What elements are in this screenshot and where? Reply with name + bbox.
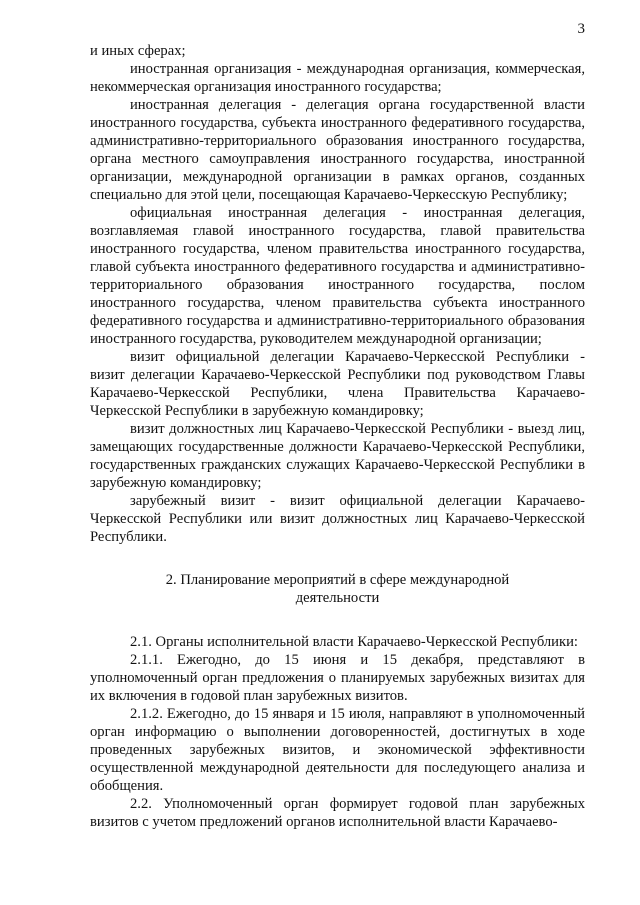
- page-number: 3: [577, 21, 585, 37]
- document-body: [90, 42, 585, 831]
- section-heading: 2. Планирование мероприятий в сфере международной деятельности: [165, 572, 510, 606]
- definition-foreign-visit: зарубежный визит - визит официальной делегации Карачаево-Черкесской Республики или визит должностных лиц Карачаево-Черкесской Республики.: [90, 493, 585, 545]
- definition-official-foreign-delegation: официальная иностранная делегация - иностранная делегация, возглавляемая главой иностранного государства, главой правительства иностранного государства, членом правительства иностранного государства, главой субъекта иностранного федеративного государства и административно-территориального образования иностранного государства, послом иностранного государства, членом правительства субъекта иностранного федеративного государства и административно-территориального образования иностранного государства, руководителем международной организации;: [90, 205, 585, 347]
- definition-official-delegation-visit: визит официальной делегации Карачаево-Черкесской Республики - визит делегации Карачаево-Черкесской Республики под руководством Главы Карачаево-Черкесской Республики, члена Правительства Карачаево-Черкесской Республики в зарубежную командировку;: [90, 349, 585, 419]
- clause-2-1-2: 2.1.2. Ежегодно, до 15 января и 15 июля, направляют в уполномоченный орган информацию о выполнении договоренностей, достигнутых в ходе проведенных зарубежных визитов, и экономической эффективности осуществленной международной деятельности для последующего анализа и обобщения.: [90, 706, 585, 794]
- clause-2-1-1: 2.1.1. Ежегодно, до 15 июня и 15 декабря, представляют в уполномоченный орган предложения о планируемых зарубежных визитах для их включения в годовой план зарубежных визитов.: [90, 652, 585, 704]
- definition-foreign-organization: иностранная организация - международная организация, коммерческая, некоммерческая организация иностранного государства;: [90, 61, 585, 95]
- clause-2-2: 2.2. Уполномоченный орган формирует годовой план зарубежных визитов с учетом предложений органов исполнительной власти Карачаево-: [90, 796, 585, 830]
- definition-officials-visit: визит должностных лиц Карачаево-Черкесской Республики - выезд лиц, замещающих государственные должности Карачаево-Черкесской Республики, государственных гражданских служащих Карачаево-Черкесской Республики в зарубежную командировку;: [90, 421, 585, 491]
- clause-2-1: 2.1. Органы исполнительной власти Карачаево-Черкесской Республики:: [130, 634, 578, 650]
- definition-foreign-delegation: иностранная делегация - делегация органа государственной власти иностранного государства, субъекта иностранного федеративного государства, административно-территориального образования иностранного государства, органа местного самоуправления иностранного государства, иностранной организации, международной организации в рамках органов, созданных специально для этой цели, посещающая Карачаево-Черкесскую Республику;: [90, 97, 585, 203]
- paragraph-continuation: и иных сферах;: [90, 43, 186, 59]
